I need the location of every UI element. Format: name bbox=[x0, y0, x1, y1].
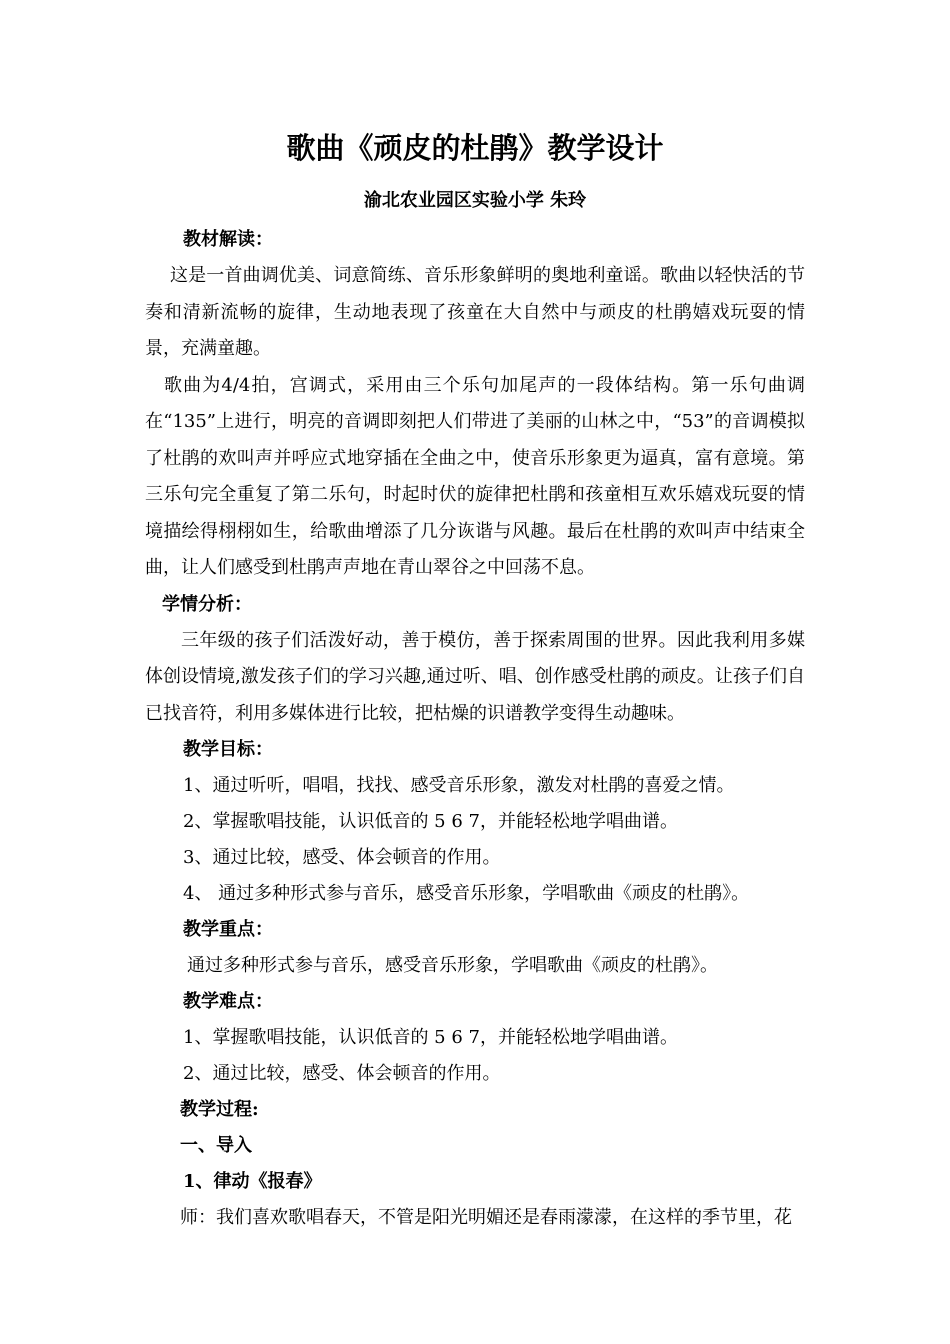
analysis-heading: 学情分析： bbox=[162, 593, 252, 615]
goal-item: 2、掌握歌唱技能，认识低音的 5 6 7，并能轻松地学唱曲谱。 bbox=[183, 811, 678, 832]
difficulty-heading: 教学难点： bbox=[183, 991, 273, 1012]
goal-item: 4、 通过多种形式参与音乐，感受音乐形象，学唱歌曲《顽皮的杜鹃》。 bbox=[183, 883, 750, 904]
author-line: 渝北农业园区实验小学 朱玲 bbox=[363, 190, 587, 211]
textbook-paragraph-2: 歌曲为4/4拍，宫调式，采用由三个乐句加尾声的一段体结构。第一乐句曲调在“135”上进行，明亮的音调即刻把人们带进了美丽的山林之中，“53”的音调模拟了杜鹃的欢叫声并呼应式地穿插在全曲之中，使音乐形象更为逼真，富有意境。第三乐句完全重复了第二乐句，时起时伏的旋律把杜鹃和孩童相互欢乐嬉戏玩耍的情境描绘得栩栩如生，给歌曲增添了几分诙谐与风趣。最后在杜鹃的欢叫声中结束全曲，让人们感受到杜鹃声声地在青山翠谷之中回荡不息。 bbox=[145, 374, 805, 578]
goal-item: 3、通过比较，感受、体会顿音的作用。 bbox=[183, 847, 501, 868]
goal-item: 1、通过听听，唱唱，找找、感受音乐形象，激发对杜鹃的喜爱之情。 bbox=[183, 775, 735, 796]
goals-heading: 教学目标： bbox=[183, 739, 273, 760]
document-body bbox=[145, 222, 805, 1236]
difficulty-item: 1、掌握歌唱技能，认识低音的 5 6 7，并能轻松地学唱曲谱。 bbox=[183, 1027, 678, 1048]
analysis-paragraph: 三年级的孩子们活泼好动，善于模仿，善于探索周围的世界。因此我利用多媒体创设情境,激发孩子们的学习兴趣,通过听、唱、创作感受杜鹃的顽皮。让孩子们自已找音符，利用多媒体进行比较，把枯燥的识谱教学变得生动趣味。 bbox=[145, 629, 805, 724]
textbook-paragraph-1: 这是一首曲调优美、词意简练、音乐形象鲜明的奥地利童谣。歌曲以轻快活的节奏和清新流畅的旋律，生动地表现了孩童在大自然中与顽皮的杜鹃嬉戏玩耍的情景，充满童趣。 bbox=[145, 265, 805, 359]
key-paragraph: 通过多种形式参与音乐，感受音乐形象，学唱歌曲《顽皮的杜鹃》。 bbox=[187, 955, 718, 976]
document-title: 歌曲《顽皮的杜鹃》教学设计 bbox=[286, 131, 664, 165]
process-heading: 教学过程: bbox=[180, 1099, 259, 1120]
process-subsection-1: 1、律动《报春》 bbox=[183, 1171, 322, 1192]
key-heading: 教学重点： bbox=[183, 919, 273, 940]
textbook-heading: 教材解读： bbox=[183, 229, 273, 250]
process-paragraph: 师：我们喜欢歌唱春天，不管是阳光明媚还是春雨濛濛，在这样的季节里，花 bbox=[180, 1207, 792, 1228]
process-section-1: 一、导入 bbox=[180, 1135, 252, 1156]
difficulty-item: 2、通过比较，感受、体会顿音的作用。 bbox=[183, 1063, 501, 1084]
